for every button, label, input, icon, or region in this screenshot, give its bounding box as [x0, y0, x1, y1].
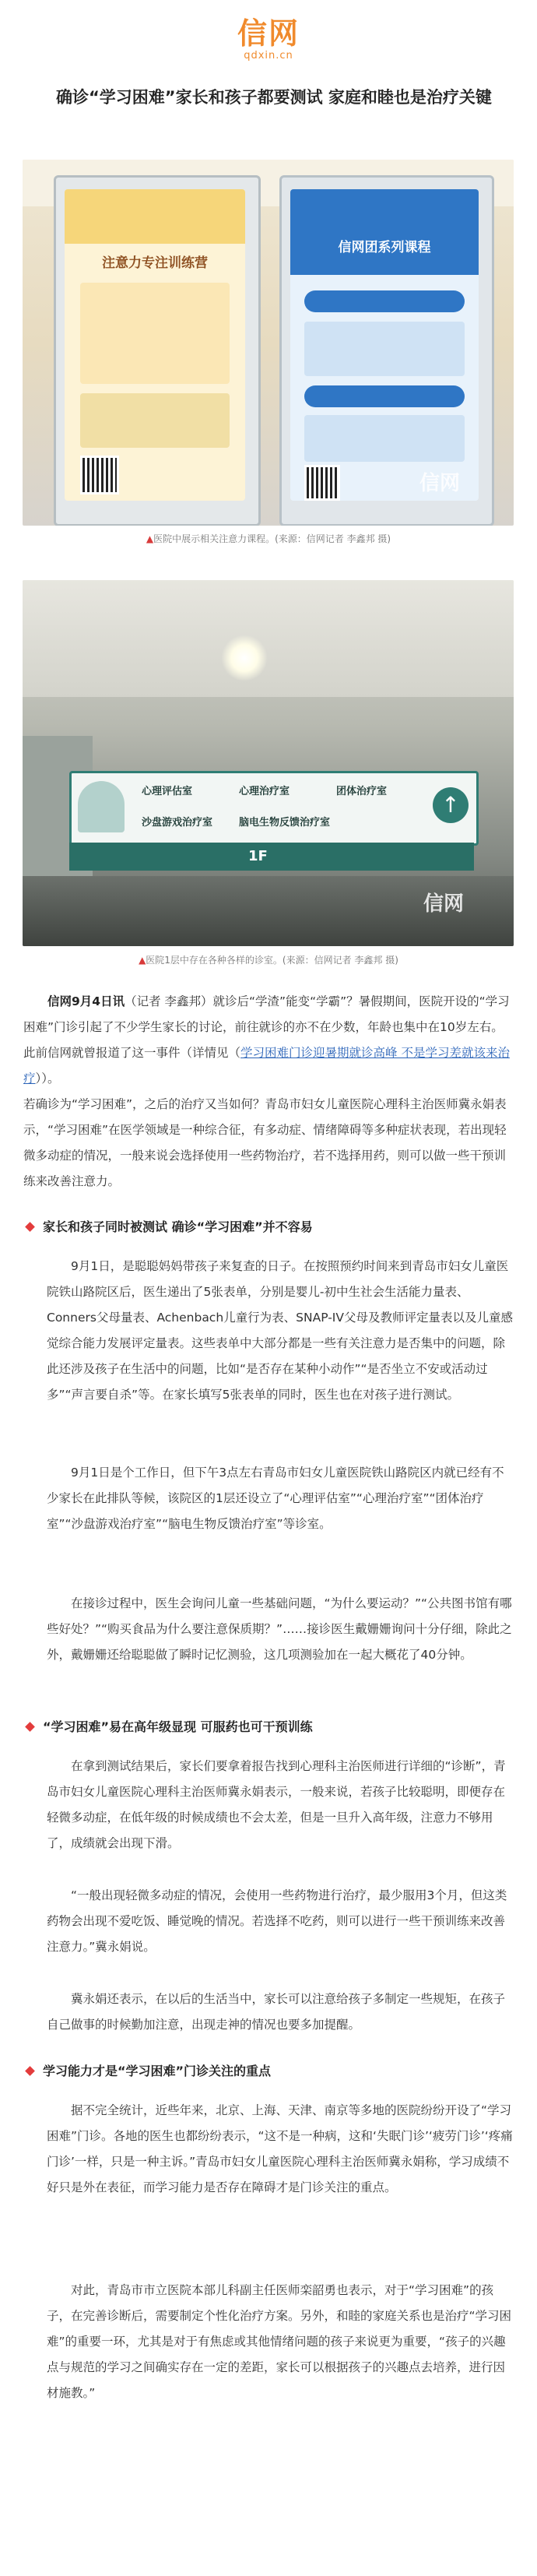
qr-code-icon: [80, 456, 119, 494]
paragraph-6: 在拿到测试结果后，家长们要拿着报告找到心理科主治医师进行详细的“诊断”，青岛市妇女儿童医院心理科主治医师冀永娟表示，一般来说，若孩子比较聪明，即便存在轻微多动症，在低年级的时候成绩也不会太差，但是一旦升入高年级，注意力不够用了，成绩就会出现下滑。: [47, 1759, 506, 1850]
ceiling-lamp: [221, 635, 268, 681]
left-poster: [65, 189, 245, 501]
floor-label: 1F: [248, 848, 268, 864]
section-diamond-icon: [25, 1722, 35, 1732]
paragraph-3: 9月1日，是聪聪妈妈带孩子来复查的日子。在按照预约时间来到青岛市妇女儿童医院铁山路院区后，医生递出了5张表单，分别是婴儿-初中生社会生活能力量表、Conners父母量表、Achenbach儿童行为表、SNAP-IV父母及教师评定量表以及儿童感觉综合能力发展评定量表。这些表单中大部分都是一些有关注意力是否集中的问题，除此还涉及孩子在生活中的问题，比如“是否存在某种小动作”“是否坐立不安或活动过多”“声言要自杀”等。在家长填写5张表单的同时，医生也在对孩子进行测试。: [47, 1259, 513, 1402]
course-display-photo: [23, 160, 514, 526]
sign-room-5: 脑电生物反馈治疗室: [239, 817, 331, 829]
paragraph-4: 9月1日是个工作日，但下午3点左右青岛市妇女儿童医院铁山路院区内就已经有不少家长在此排队等候，该院区的1层还设立了“心理评估室”“心理治疗室”“团体治疗室”“沙盘游戏治疗室”“脑电生物反馈治疗室”等诊室。: [47, 1466, 504, 1531]
sign-room-4: 沙盘游戏治疗室: [142, 817, 213, 829]
intro-tail: ））。: [35, 1072, 60, 1086]
section-heading-2: [23, 1715, 514, 1740]
dateline: 信网9月4日讯: [47, 994, 125, 1008]
room-directory-sign: [69, 771, 479, 846]
paragraph-7: “一般出现轻微多动症的情况，会使用一些药物进行治疗，最少服用3个月，但这类药物会出现不爱吃饭、睡觉晚的情况。若选择不吃药，则可以进行一些干预训练来改善注意力。”冀永娟说。: [47, 1888, 507, 1954]
right-poster-title: 信网团系列课程: [338, 240, 431, 255]
section-heading-1-text: 家长和孩子同时被测试 确诊“学习困难”并不容易: [43, 1219, 313, 1234]
paragraph-9: 据不完全统计，近些年来，北京、上海、天津、南京等多地的医院纷纷开设了“学习困难”门诊。各地的医生也都纷纷表示，“这不是一种病，这和‘失眠门诊’‘疲劳门诊’‘疼痛门诊’一样，只是一种主诉。”青岛市妇女儿童医院心理科主治医师冀永娟称，学习成绩不好只是外在表征，而学习能力是否存在障碍才是门诊关注的重点。: [47, 2103, 513, 2194]
paragraph-2: 若确诊为“学习困难”，之后的治疗又当如何？青岛市妇女儿童医院心理科主治医师冀永娟表示，“学习困难”在医学领域是一种综合征，有多动症、情绪障碍等多种症状表现，若出现轻微多动症的情况，一般来说会选择使用一些药物治疗，若不选择用药，则可以做一些干预训练来改善注意力。: [23, 1097, 507, 1188]
watermark: 信网: [423, 892, 465, 916]
photo2-caption: [0, 953, 537, 967]
arrow-up-icon: ↑: [433, 787, 469, 823]
paragraph-5: 在接诊过程中，医生会询问儿童一些基础问题，“为什么要运动？”“公共图书馆有哪些好处？”“购买食品为什么要注意保质期？”……接诊医生戴姗姗询问十分仔细，除此之外，戴姗姗还给聪聪做了瞬时记忆测验，这几项测验加在一起大概花了40分钟。: [47, 1596, 512, 1662]
hospital-corridor-photo: [23, 580, 514, 946]
sign-room-1: 心理评估室: [142, 786, 193, 797]
sign-room-3: 团体治疗室: [336, 786, 388, 797]
section-heading-3: [23, 2059, 514, 2084]
article-title: 确诊“学习困难”家长和孩子都要测试 家庭和睦也是治疗关键: [56, 88, 492, 107]
logo-wordmark: 信网: [237, 16, 300, 51]
paragraph-10: 对此，青岛市市立医院本部儿科副主任医师栾韶勇也表示，对于“学习困难”的孩子，在完善诊断后，需要制定个性化治疗方案。另外，和睦的家庭关系也是治疗“学习困难”的重要一环，尤其是对于有焦虑或其他情绪问题的孩子来说更为重要，“孩子的兴趣点与规范的学习之间确实存在一定的差距，家长可以根据孩子的兴趣点去培养，进行因材施教。”: [47, 2283, 512, 2400]
site-logo[interactable]: [0, 17, 537, 62]
left-poster-title: 注意力专注训练营: [102, 255, 208, 271]
section-heading-3-text: 学习能力才是“学习困难”门诊关注的重点: [43, 2064, 272, 2078]
paragraph-8: 冀永娟还表示，在以后的生活当中，家长可以注意给孩子多制定一些规矩，在孩子自己做事的时候勤加注意，出现走神的情况也要多加提醒。: [47, 1992, 506, 2032]
qr-code-icon: [304, 465, 340, 501]
right-poster: [290, 189, 479, 501]
photo1-caption-text: 医院中展示相关注意力课程。(来源：信网记者 李鑫邦 摄): [153, 533, 391, 544]
section-heading-2-text: “学习困难”易在高年级显现 可服药也可干预训练: [43, 1719, 313, 1734]
floor-bar: [69, 843, 474, 871]
watermark: 信网: [419, 472, 461, 495]
section-heading-1: [23, 1215, 514, 1240]
related-article-link[interactable]: 学习困难门诊迎暑期就诊高峰 不是学习差就该来治疗: [23, 1046, 510, 1086]
section-diamond-icon: [25, 1222, 35, 1232]
intro-text: （记者 李鑫邦）就诊后“学渣”能变“学霸”？暑假期间，医院开设的“学习困难”门诊引起了不少学生家长的讨论，前往就诊的亦不在少数，年龄也集中在10岁左右。此前信网就曾报道了这一事件（详情见（: [23, 994, 510, 1060]
photo2-caption-text: 医院1层中存在各种各样的诊室。(来源：信网记者 李鑫邦 摄): [146, 955, 398, 966]
paragraph-intro: [23, 989, 514, 1092]
caption-triangle-icon: ▲: [146, 533, 154, 544]
caption-triangle-icon: ▲: [139, 955, 146, 966]
sign-room-2: 心理治疗室: [239, 786, 290, 797]
logo-domain: qdxin.cn: [244, 50, 293, 62]
photo1-caption: [0, 532, 537, 546]
section-diamond-icon: [25, 2066, 35, 2076]
